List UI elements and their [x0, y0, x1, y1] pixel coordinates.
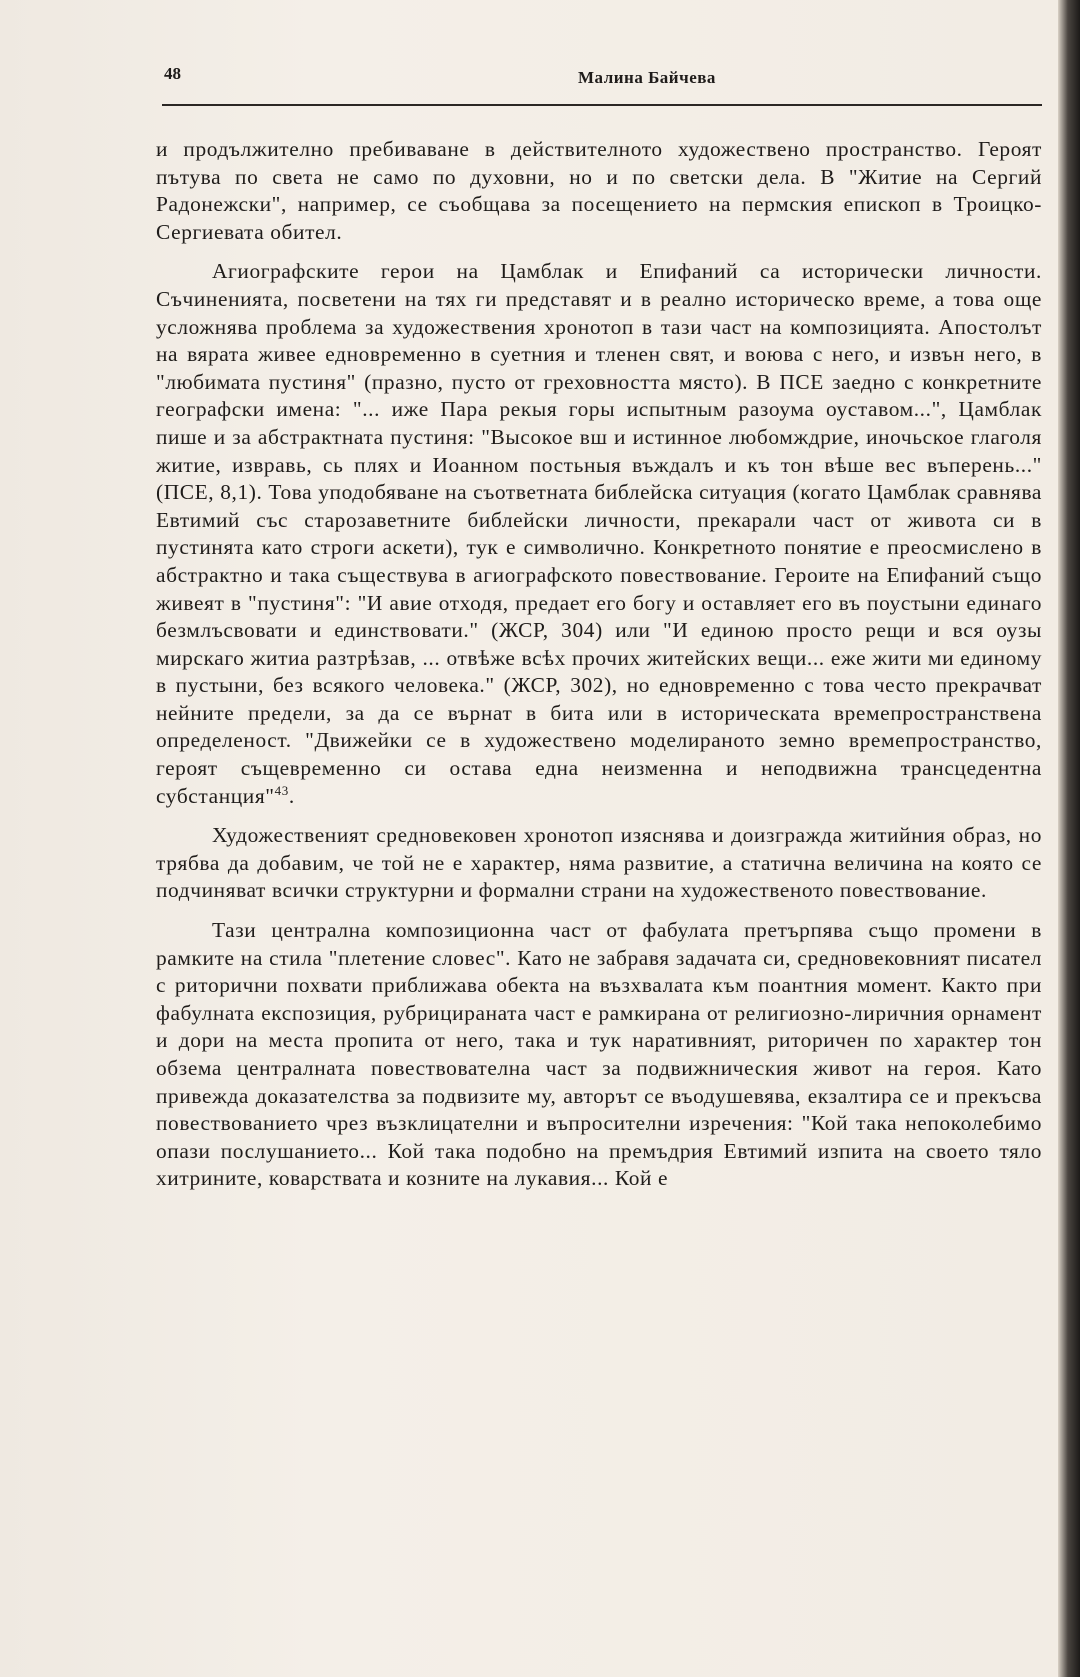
- paragraph-3: Художественият средновековен хронотоп изяснява и доизгражда житийния образ, но трябва да добавим, че той не е характер, няма развитие, а статична величина на която се подчиняват всички структурни и формални страни на художественото повествование.: [156, 823, 1042, 903]
- body-text: [156, 136, 1042, 1193]
- paragraph-2-text: Агиографските герои на Цамблак и Епифаний са исторически личности. Съчиненията, посветени на тях ги представят и в реално историческо време, а това още усложнява проблема за художествения хронотоп в тази част на композицията. Апостолът на вярата живее едновременно в суетния и тленен свят, и воюва с него, и извън него, в "любимата пустиня" (празно, пусто от греховността място). В ПСЕ заедно с конкретните географски имена: "... иже Пара рекыя горы испытным разоума оуставом...", Цамблак пише и за абстрактната пустиня: "Высокое вш и истинное любомждрие, иночьское глаголя житие, извравь, сь плях и Иоанном постьныя въждалъ и къ тон вѣше вес въперень..." (ПСЕ, 8,1). Това уподобяване на съответната библейска ситуация (когато Цамблак сравнява Евтимий със старозаветните библейски личности, прекарали част от живота си в пустинята като строги аскети), тук е символично. Конкретното понятие е преосмислено в абстрактно и така съществува в агиографското повествование. Героите на Епифаний също живеят в "пустиня": "И авие отходя, предает его богу и оставляет его въ поустыни единаго безмлъсвовати и единствовати." (ЖСР, 304) или "И единою просто рещи и вся оузы мирскаго житиа разтрѣзав, ... отвѣже всѣх прочих житейских вещи... еже жити ми единому в пустыни, без всякого человека." (ЖСР, 302), но едновременно с това често прекрачват нейните предели, за да се върнат в бита или в историческата времепространствена определеност. "Движейки се в художествено моделираното земно времепространство, героят същевременно си остава една неизменна и неподвижна трансцедентна субстанция": [156, 259, 1042, 808]
- page-number: 48: [164, 64, 181, 83]
- paragraph-4: Тази централна композиционна част от фабулата претърпява също промени в рамките на стила "плетение словес". Като не забравя задачата си, средновековният писател с риторични похвати приближава обекта на възхвалата към поантния момент. Както при фабулната експозиция, рубрицираната част е рамкирана от религиозно-лиричния орнамент и дори на места пропита от него, така и тук наративният, риторичен по характер тон обзема централната повествователна част за подвижническия живот на героя. Като привежда доказателства за подвизите му, авторът се въодушевява, екзалтира се и прекъсва повествованието чрез възклицателни и въпросителни изречения: "Кой така непоколебимо опази послушанието... Кой така подобно на премъдрия Евтимий изпита на своето тяло хитрините, коварствата и козните на лукавия... Кой е: [156, 918, 1042, 1191]
- paragraph-1: и продължително пребиваване в действителното художествено пространство. Героят пътува по света не само по духовни, но и по светски дела. В "Житие на Сергий Радонежски", например, се съобщава за посещението на пермския епископ в Троицко-Сергиевата обител.: [156, 137, 1042, 244]
- book-spine-shadow: [1058, 0, 1080, 1677]
- paragraph-2: Агиографските герои на Цамблак и Епифаний са исторически личности. Съчиненията, посветени на тях ги представят и в реално историческо време, а това още усложнява проблема за художествения хронотоп в тази част на композицията. Апостолът на вярата живее едновременно в суетния и тленен свят, и воюва с него, и извън него, в "любимата пустиня" (празно, пусто от греховността място). В ПСЕ заедно с конкретните географски имена: "... иже Пара рекыя горы испытным разоума оуставом...", Цамблак пише и за абстрактната пустиня: "Высокое вш и истинное любомждрие, иночьское глаголя житие, извравь, сь плях и Иоанном постьныя въждалъ и къ тон вѣше вес въперень..." (ПСЕ, 8,1). Това уподобяване на съответната библейска ситуация (когато Цамблак сравнява Евтимий със старозаветните библейски личности, прекарали част от живота си в пустинята като строги аскети), тук е символично. Конкретното понятие е преосмислено в абстрактно и така съществува в агиографското повествование. Героите на Епифаний също живеят в "пустиня": "И авие отходя, предает его богу и оставляет его въ поустыни единаго безмлъсвовати и единствовати." (ЖСР, 304) или "И единою просто рещи и вся оузы мирскаго житиа разтрѣзав, ... отвѣже всѣх прочих житейских вещи... еже жити ми единому в пустыни, без всякого человека." (ЖСР, 302), но едновременно с това често прекрачват нейните предели, за да се върнат в бита или в историческата времепространствена определеност. "Движейки се в художествено моделираното земно времепространство, героят същевременно си остава една неизменна и неподвижна трансцедентна субстанция"$^{43}$.: [156, 259, 1042, 808]
- footnote-reference: 43: [274, 782, 289, 798]
- header-rule: [162, 104, 1042, 106]
- page-header: [160, 58, 1040, 98]
- running-title: Малина Байчева: [578, 68, 716, 87]
